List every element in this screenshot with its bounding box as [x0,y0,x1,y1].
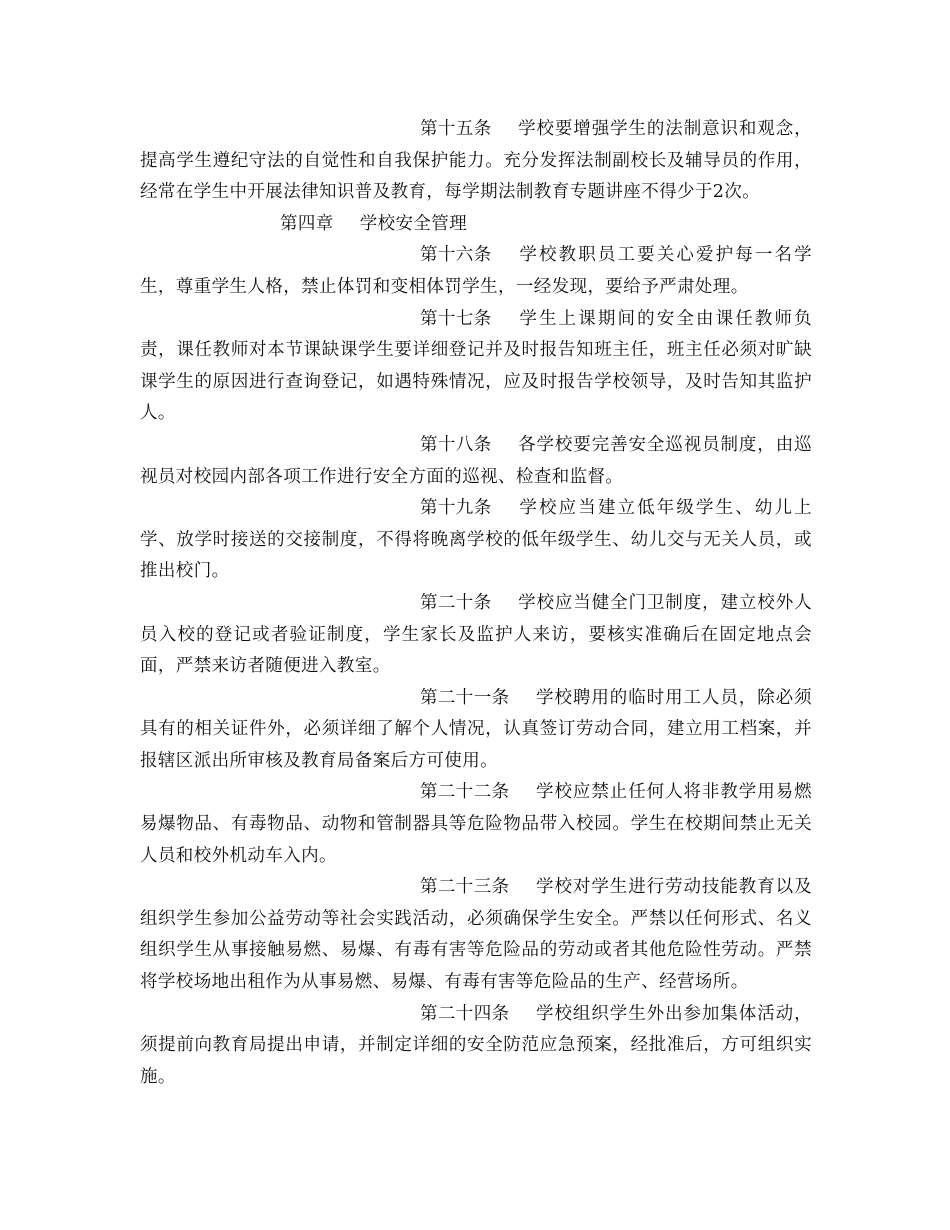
article-text: 学校应当建立低年级学生、幼儿上学、放学时接送的交接制度，不得将晚离学校的低年级学生、幼儿交与无关人员，或推出校门。 [140,498,812,582]
article-text: 学校聘用的临时用工人员，除必须具有的相关证件外，必须详细了解个人情况，认真签订劳动合同，建立用工档案，并报辖区派出所审核及教育局备案后方可使用。 [140,687,812,771]
document-page [140,114,812,1093]
article-text: 学校应当健全门卫制度，建立校外人员入校的登记或者验证制度，学生家长及监护人来访，要核实准确后在固定地点会面，严禁来访者随便进入教室。 [140,592,812,677]
article-text: 学校组织学生外出参加集体活动，须提前向教育局提出申请，并制定详细的安全防范应急预案，经批准后，方可组织实施。 [140,1003,812,1087]
article-24 [140,999,812,1094]
chapter-title: 学校安全管理 [359,213,468,234]
article-text: 学校教职员工要关心爱护每一名学生，尊重学生人格，禁止体罚和变相体罚学生，一经发现，要给予严肃处理。 [140,245,812,297]
article-18 [140,430,812,493]
article-number: 第十七条 [420,308,492,329]
chapter-heading [140,209,812,241]
article-20 [140,588,812,683]
article-22 [140,777,812,872]
article-number: 第十五条 [420,119,492,139]
chapter-number: 第四章 [280,213,334,234]
article-15 [140,114,812,209]
article-number: 第二十条 [420,592,492,613]
article-text: 学生上课期间的安全由课任教师负责，课任教师对本节课缺课学生要详细登记并及时报告知班主任，班主任必须对旷缺课学生的原因进行查询登记，如遇特殊情况，应及时报告学校领导，及时告知其监护人。 [140,308,812,424]
article-23 [140,872,812,998]
article-19 [140,493,812,588]
article-number: 第二十四条 [420,1003,510,1024]
article-number: 第二十二条 [420,782,510,803]
article-text: 学校对学生进行劳动技能教育以及组织学生参加公益劳动等社会实践活动，必须确保学生安全。严禁以任何形式、名义组织学生从事接触易燃、易爆、有毒有害等危险品的劳动或者其他危险性劳动。严禁将学校场地出租作为从事易燃、易爆、有毒有害等危险品的生产、经营场所。 [140,877,812,993]
article-number: 第十九条 [420,498,492,519]
article-number: 第二十一条 [420,687,510,708]
article-text: 各学校要完善安全巡视员制度，由巡视员对校园内部各项工作进行安全方面的巡视、检查和监督。 [140,434,812,487]
article-text: 学校要增强学生的法制意识和观念，提高学生遵纪守法的自觉性和自我保护能力。充分发挥法制副校长及辅导员的作用，经常在学生中开展法律知识普及教育，每学期法制教育专题讲座不得少于2次。 [140,119,812,203]
article-number: 第十八条 [420,434,492,455]
article-21 [140,683,812,778]
article-17 [140,304,812,430]
article-number: 第二十三条 [420,877,510,898]
article-16 [140,240,812,303]
article-number: 第十六条 [420,245,492,266]
article-text: 学校应禁止任何人将非教学用易燃易爆物品、有毒物品、动物和管制器具等危险物品带入校园。学生在校期间禁止无关人员和校外机动车入内。 [140,782,812,866]
